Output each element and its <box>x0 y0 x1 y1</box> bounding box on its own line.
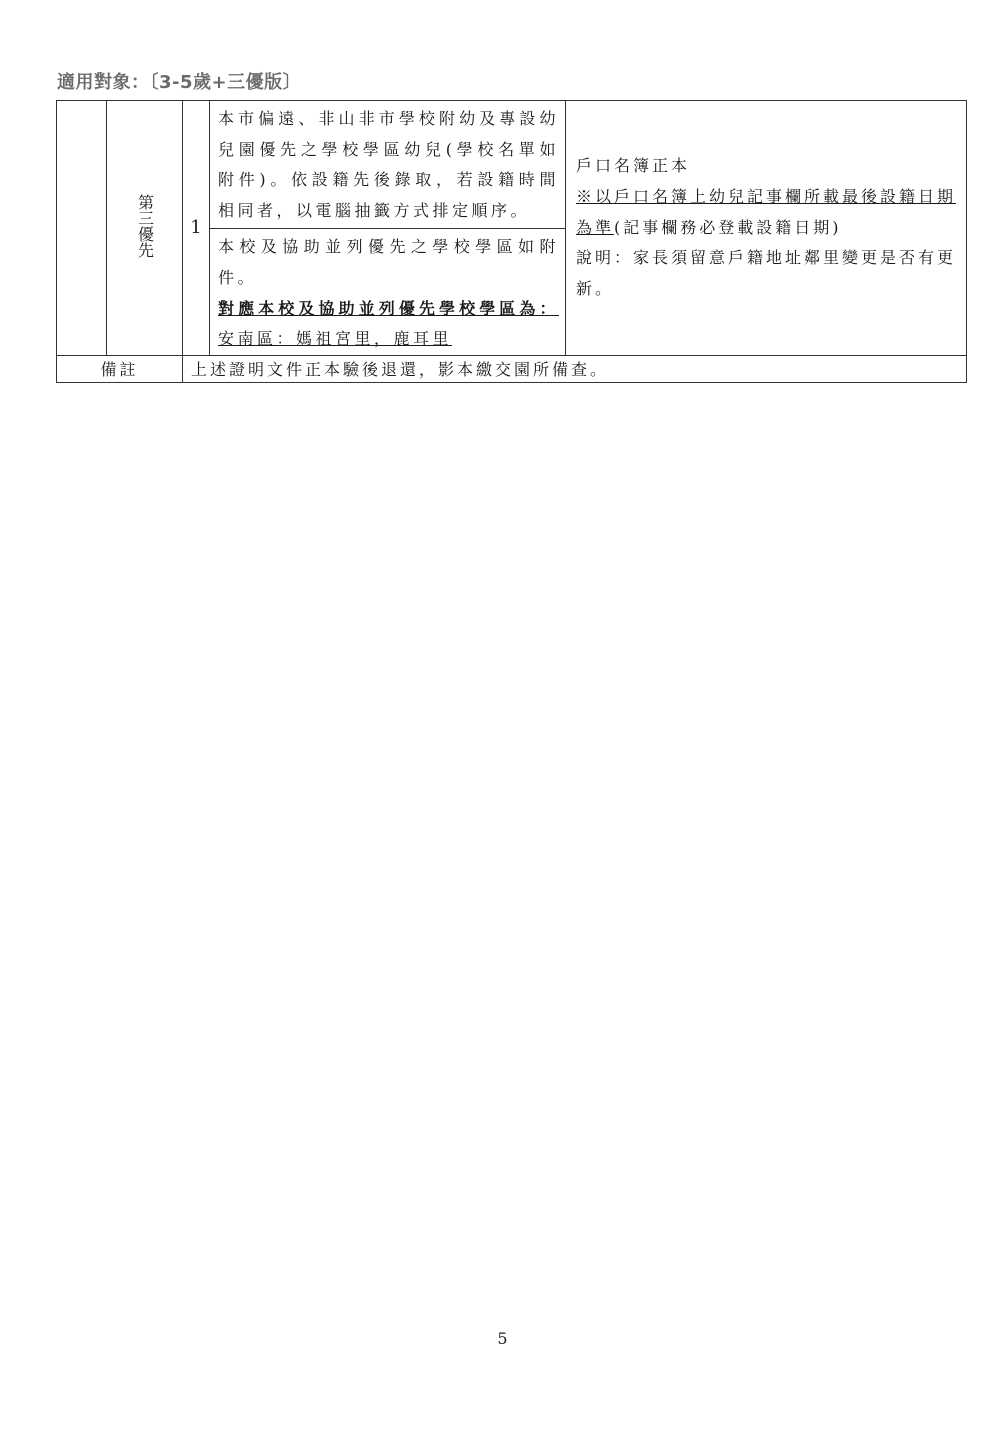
doc-note <box>576 182 958 243</box>
admission-priority-table <box>56 100 967 383</box>
table-row <box>57 101 967 229</box>
doc-note-tail: (記事欄務必登載設籍日期) <box>614 217 842 237</box>
condition-cell-2 <box>210 229 566 355</box>
page-number: 5 <box>497 1329 508 1348</box>
note-row <box>57 355 967 382</box>
priority-label: 第三優先 <box>135 193 155 258</box>
note-text: 上述證明文件正本驗後退還，影本繳交園所備查。 <box>183 355 967 382</box>
doc-note-underlined: ※以戶口名簿上幼兒記事欄所載最後設籍日期為準 <box>576 186 957 237</box>
applicable-target-header: 適用對象：〔3-5歲+三優版〕 <box>57 72 302 93</box>
doc-explanation: 說明：家長須留意戶籍地址鄰里變更是否有更新。 <box>576 248 957 298</box>
doc-household-register: 戶口名簿正本 <box>576 156 691 176</box>
condition-text-2: 本校及協助並列優先之學校學區如附件。 <box>218 237 559 287</box>
condition-text-1: 本市偏遠、非山非市學校附幼及專設幼兒園優先之學校學區幼兒(學校名單如附件)。依設籍先後錄取，若設籍時間相同者，以電腦抽籤方式排定順序。 <box>218 109 559 220</box>
row-number: 1 <box>183 101 210 356</box>
condition-cell-1 <box>210 101 566 229</box>
blank-cell <box>57 101 107 356</box>
note-label: 備註 <box>57 355 183 382</box>
condition-bold-text: 對應本校及協助並列優先學校學區為： <box>218 298 559 318</box>
condition-region-text: 安南區：媽祖宮里，鹿耳里 <box>218 329 453 349</box>
required-documents-cell <box>566 101 967 356</box>
priority-label-cell <box>107 101 183 356</box>
